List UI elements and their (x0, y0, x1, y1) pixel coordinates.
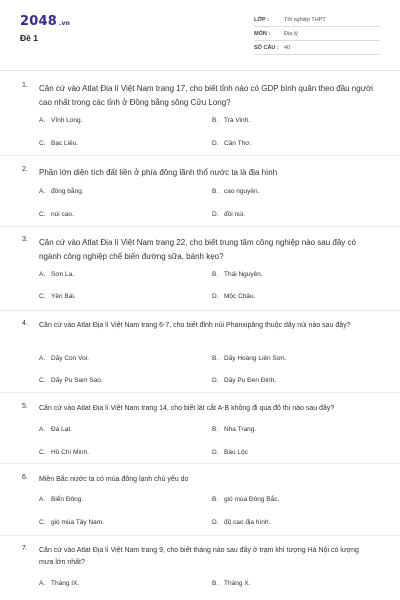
option-d[interactable] (212, 449, 248, 456)
option-text: Nha Trang. (224, 426, 257, 433)
option-d[interactable] (212, 293, 255, 300)
option-a[interactable] (39, 188, 84, 195)
option-text: Biển Đông. (51, 496, 84, 503)
option-d[interactable] (212, 377, 276, 384)
option-c[interactable] (39, 293, 76, 300)
option-text: đồng bằng. (51, 188, 84, 195)
question-divider (0, 226, 400, 227)
option-text: đồi núi. (224, 211, 245, 218)
option-b[interactable] (212, 426, 256, 433)
option-letter: A. (39, 355, 46, 362)
option-letter: A. (39, 188, 46, 195)
exam-title: Đề 1 (20, 33, 38, 43)
option-letter: D. (212, 377, 219, 384)
option-a[interactable] (39, 496, 83, 503)
option-letter: B. (212, 496, 219, 503)
option-text: Dãy Con Voi. (51, 355, 89, 362)
option-text: Hồ Chí Minh. (51, 449, 89, 456)
question-text: Căn cứ vào Atlat Địa lí Việt Nam trang 17, cho biết tỉnh nào có GDP bình quân theo đầu người cao nhất trong các tỉnh ở Đồng bằng sông Cửu Long? (39, 84, 374, 107)
meta-class-label: LỚP : (254, 17, 269, 23)
option-b[interactable] (212, 271, 263, 278)
question-text: Phần lớn diện tích đất liền ở phía đông lãnh thổ nước ta là địa hình (39, 168, 278, 177)
question-number: 6. (22, 474, 28, 481)
question-number: 1. (22, 82, 28, 89)
option-letter: D. (212, 293, 219, 300)
meta-class-value: Tốt nghiệp THPT (284, 17, 326, 23)
option-text: Tháng IX. (51, 580, 80, 587)
option-b[interactable] (212, 117, 250, 124)
option-text: Dãy Hoàng Liên Sơn. (224, 355, 287, 362)
option-letter: C. (39, 293, 46, 300)
question-number: 3. (22, 236, 28, 243)
option-a[interactable] (39, 117, 82, 124)
option-text: Dãy Pu Sam Sao. (51, 377, 103, 384)
option-letter: A. (39, 496, 46, 503)
option-a[interactable] (39, 580, 79, 587)
option-a[interactable] (39, 355, 89, 362)
option-text: Đà Lạt. (51, 426, 72, 433)
option-c[interactable] (39, 449, 89, 456)
option-letter: D. (212, 140, 219, 147)
option-letter: D. (212, 211, 219, 218)
option-text: Cần Thơ. (224, 140, 252, 147)
question-number: 5. (22, 403, 28, 410)
question-text: Căn cứ vào Atlat Địa lí Việt Nam trang 6-7, cho biết đỉnh núi Phanxipăng thuộc dãy núi nào sau đây? (39, 322, 351, 329)
option-d[interactable] (212, 211, 245, 218)
option-letter: B. (212, 426, 219, 433)
question-divider (0, 155, 400, 156)
option-b[interactable] (212, 188, 259, 195)
question-divider (0, 535, 400, 536)
meta-count (254, 43, 380, 55)
option-a[interactable] (39, 271, 74, 278)
option-text: gió mùa Đông Bắc. (224, 496, 280, 503)
exam-header (0, 0, 400, 70)
site-logo[interactable] (20, 14, 70, 29)
question-divider (0, 310, 400, 311)
question-text: Căn cứ vào Atlat Địa lí Việt Nam trang 9, cho biết tháng nào sau đây ở trạm khí tượng Hà Nội có lượng mưa lớn nhất? (39, 547, 359, 566)
meta-count-label: SỐ CÂU : (254, 45, 279, 51)
option-c[interactable] (39, 211, 74, 218)
option-letter: B. (212, 580, 219, 587)
meta-count-value: 40 (284, 45, 291, 51)
question-text: Miền Bắc nước ta có mùa đông lạnh chủ yếu do (39, 476, 189, 483)
option-letter: B. (212, 355, 219, 362)
option-letter: A. (39, 271, 46, 278)
option-text: Dãy Pu Đen Đinh. (224, 377, 277, 384)
meta-class (254, 15, 380, 27)
option-d[interactable] (212, 519, 270, 526)
option-letter: C. (39, 519, 46, 526)
option-text: Yên Bái. (51, 293, 76, 300)
option-letter: C. (39, 211, 46, 218)
option-d[interactable] (212, 140, 251, 147)
meta-subject (254, 29, 380, 41)
option-letter: A. (39, 426, 46, 433)
option-letter: C. (39, 449, 46, 456)
logo-suffix: .vn (58, 20, 71, 27)
meta-subject-value: Địa lý (284, 31, 298, 37)
option-letter: A. (39, 117, 46, 124)
logo-text: 2048 (20, 14, 57, 29)
option-b[interactable] (212, 580, 250, 587)
option-letter: B. (212, 271, 219, 278)
question-number: 4. (22, 320, 28, 327)
option-c[interactable] (39, 140, 78, 147)
option-c[interactable] (39, 377, 103, 384)
option-text: cao nguyên. (224, 188, 260, 195)
option-text: Sơn La. (51, 271, 75, 278)
option-b[interactable] (212, 355, 286, 362)
option-letter: B. (212, 188, 219, 195)
question-number: 2. (22, 166, 28, 173)
option-text: độ cao địa hình. (224, 519, 271, 526)
question-number: 7. (22, 545, 28, 552)
option-text: Bảo Lộc (224, 449, 248, 456)
question-text: Căn cứ vào Atlat Địa lí Việt Nam trang 14, cho biết lát cắt A-B không đi qua đô thị nào sau đây? (39, 405, 335, 412)
option-text: Vĩnh Long. (51, 117, 83, 124)
header-divider (0, 70, 400, 71)
option-a[interactable] (39, 426, 72, 433)
question-divider (0, 392, 400, 393)
option-text: Bạc Liêu. (51, 140, 79, 147)
meta-subject-label: MÔN : (254, 31, 271, 37)
question-text: Căn cứ vào Atlat Địa lí Việt Nam trang 22, cho biết trung tâm công nghiệp nào sau đây có ngành công nghiệp chế biến đường sữa, bánh kẹo? (39, 238, 356, 261)
option-letter: A. (39, 580, 46, 587)
option-text: Trà Vinh. (224, 117, 251, 124)
option-text: Thái Nguyên. (224, 271, 263, 278)
option-c[interactable] (39, 519, 104, 526)
option-letter: C. (39, 377, 46, 384)
option-b[interactable] (212, 496, 279, 503)
option-letter: B. (212, 117, 219, 124)
option-text: Mộc Châu. (224, 293, 256, 300)
option-text: Tháng X. (224, 580, 251, 587)
option-text: núi cao. (51, 211, 74, 218)
option-text: gió mùa Tây Nam. (51, 519, 104, 526)
option-letter: D. (212, 449, 219, 456)
option-letter: C. (39, 140, 46, 147)
option-letter: D. (212, 519, 219, 526)
question-divider (0, 463, 400, 464)
